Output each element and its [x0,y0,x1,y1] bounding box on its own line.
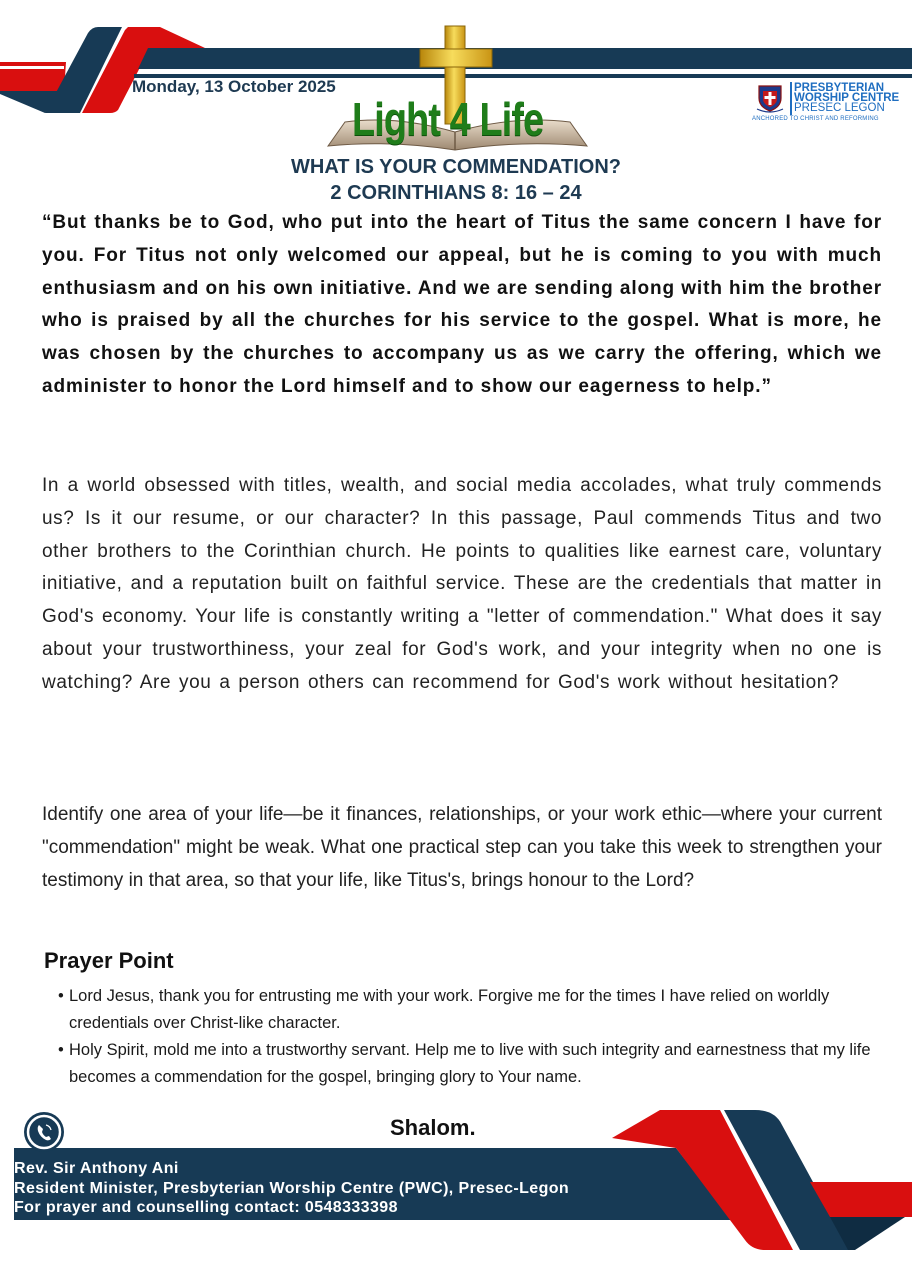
header-navy-bar [138,48,912,69]
prayer-list [58,983,910,1091]
bullet-icon: • [58,987,64,1005]
prayer-point [58,983,910,1037]
logo-tagline: ANCHORED TO CHRIST AND REFORMING [752,116,879,122]
logo-divider [790,82,792,115]
scripture-reference: 2 CORINTHIANS 8: 16 – 24 [330,182,582,204]
prayer-heading: Prayer Point [44,948,174,973]
prayer-point [58,1037,910,1091]
reflection-paragraph: In a world obsessed with titles, wealth, and social media accolades, what truly commends us? Is it our resume, or our character? In this passage, Paul commends Titus and two other brothers to the Corinthian church. He points to qualities like earnest care, voluntary initiative, and a reputation built on faithful service. These are the credentials that matter in God's economy. Your life is constantly writing a "letter of commendation." What does it say about your trustworthiness, your zeal for God's work, and your integrity when no one is watching? Are you a person others can recommend for God's work without hesitation? [42,475,882,693]
logo-text-line2: WORSHIP CENTRE [794,92,900,104]
prayer-point-text: Holy Spirit, mold me into a trustworthy servant. Help me to live with such integrity and earnestness that my life becomes a commendation for the gospel, bringing glory to Your name. [69,1041,871,1086]
series-title: Light 4 Life [352,93,544,145]
devotion-title: WHAT IS YOUR COMMENDATION? [291,156,621,178]
date-label: Monday, 13 October 2025 [132,77,336,96]
contact-info[interactable]: For prayer and counselling contact: 0548333398 [14,1199,398,1216]
prayer-point-text: Lord Jesus, thank you for entrusting me with your work. Forgive me for the times I have relied on worldly credentials over Christ-like character. [69,987,830,1032]
phone-icon [22,1110,66,1154]
application-paragraph: Identify one area of your life—be it finances, relationships, or your work ethic—where your current "commendation" might be weak. What one practical step can you take this week to strengthen your testimony in that area, so that your life, like Titus's, brings honour to the Lord? [42,804,882,891]
minister-role: Resident Minister, Presbyterian Worship Centre (PWC), Presec-Legon [14,1180,570,1197]
bullet-icon: • [58,1041,64,1059]
logo-text-line3: PRESEC LEGON [794,102,885,114]
closing-greeting: Shalom. [390,1115,476,1140]
minister-name: Rev. Sir Anthony Ani [14,1160,179,1177]
church-logo [752,80,912,126]
scripture-text: “But thanks be to God, who put into the heart of Titus the same concern I have for you. For Titus not only welcomed our appeal, but he is coming to you with much enthusiasm and on his own initiative. And we are sending along with him the brother who is praised by all the churches for his service to the gospel. What is more, he was chosen by the churches to accompany us as we carry the offering, which we administer to honor the Lord himself and to show our eagerness to help.” [42,212,882,397]
header-white-line-left [0,66,64,69]
logo-text-line1: PRESBYTERIAN [794,82,885,94]
shield-crest-icon [755,83,785,113]
